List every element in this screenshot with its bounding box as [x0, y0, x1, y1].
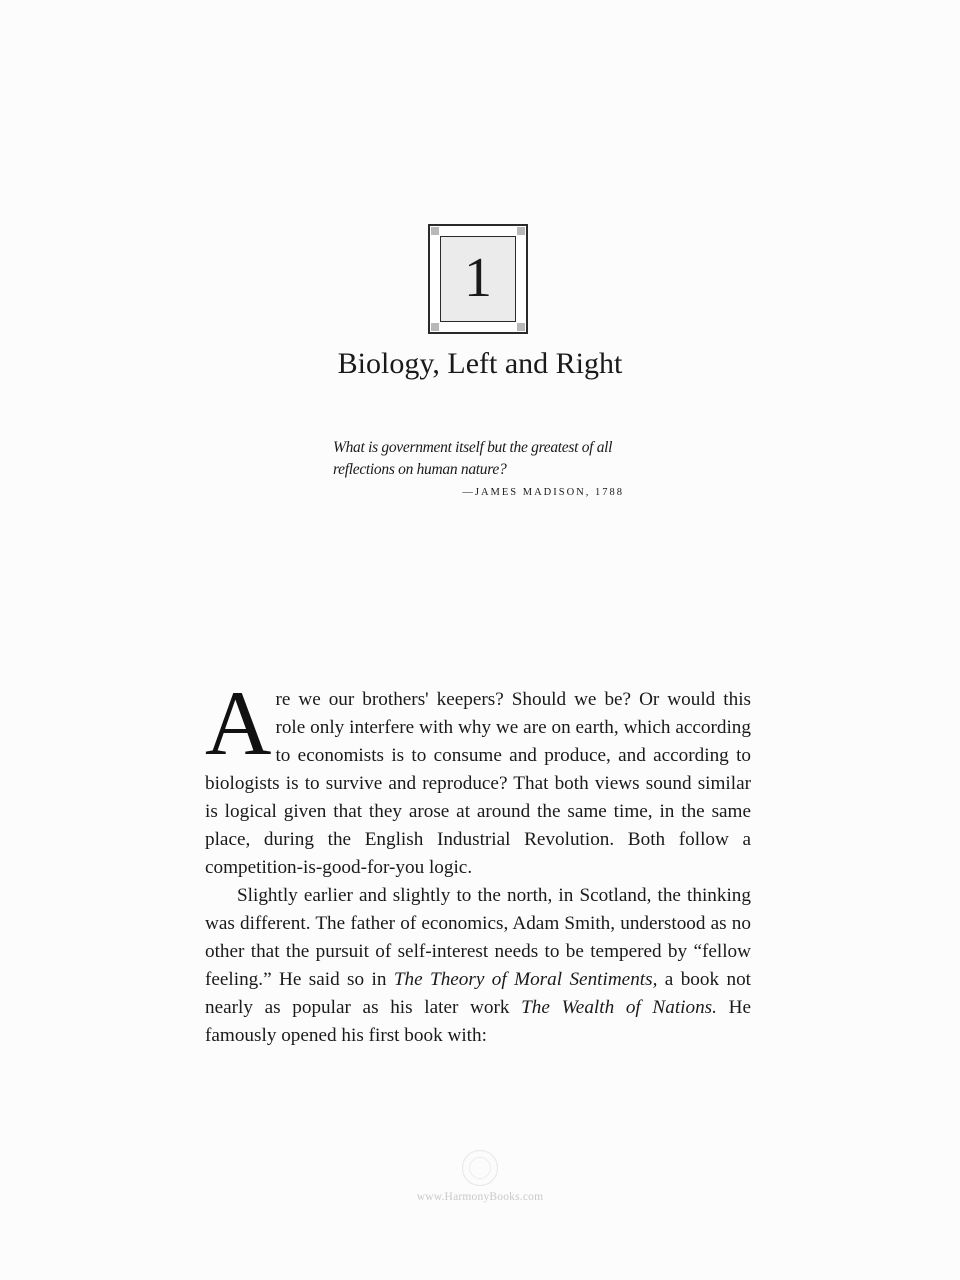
- epigraph-attribution: —JAMES MADISON, 1788: [462, 487, 624, 498]
- chapter-number-box: [428, 224, 528, 334]
- footer-url: www.HarmonyBooks.com: [416, 1191, 544, 1203]
- chapter-body: [205, 672, 751, 1050]
- corner-ornament: [517, 227, 525, 235]
- epigraph-quote: What is government itself but the greatest of all reflections on human nature?: [333, 439, 613, 478]
- corner-ornament: [431, 227, 439, 235]
- chapter-number: 1: [464, 247, 492, 309]
- paragraph-2-text-a: Slightly earlier and slightly to the north, in Scotland, the thinking was different. The father of economics, Adam Smith, understood as no other that the pursuit of self-interest needs to be tempered by “fellow feeling.” He said so in: [205, 885, 751, 990]
- corner-ornament: [431, 323, 439, 331]
- paragraph-2-text-b: a book not nearly as popular as his later work: [205, 969, 751, 1018]
- drop-cap: A: [205, 672, 272, 774]
- paragraph-2: [205, 882, 751, 1050]
- chapter-title: Biology, Left and Right: [337, 347, 623, 380]
- paragraph-2-text-c: He famously opened his first book with:: [205, 997, 751, 1046]
- paragraph-1: [205, 672, 751, 882]
- publisher-emblem-icon: [462, 1150, 498, 1186]
- publisher-emblem-inner: [469, 1157, 491, 1179]
- book-title-wealth-of-nations: The Wealth of Nations.: [521, 997, 717, 1018]
- book-title-moral-sentiments: The Theory of Moral Sentiments,: [393, 969, 658, 990]
- chapter-number-panel: [440, 236, 516, 322]
- paragraph-1-text: re we our brothers' keepers? Should we be? Or would this role only interfere with why we are on earth, which according to economists is to consume and produce, and according to biologists is to survive and reproduce? That both views sound similar is logical given that they arose at around the same time, in the same place, during the English Industrial Revolution. Both follow a competition-is-good-for-you logic.: [205, 689, 751, 878]
- corner-ornament: [517, 323, 525, 331]
